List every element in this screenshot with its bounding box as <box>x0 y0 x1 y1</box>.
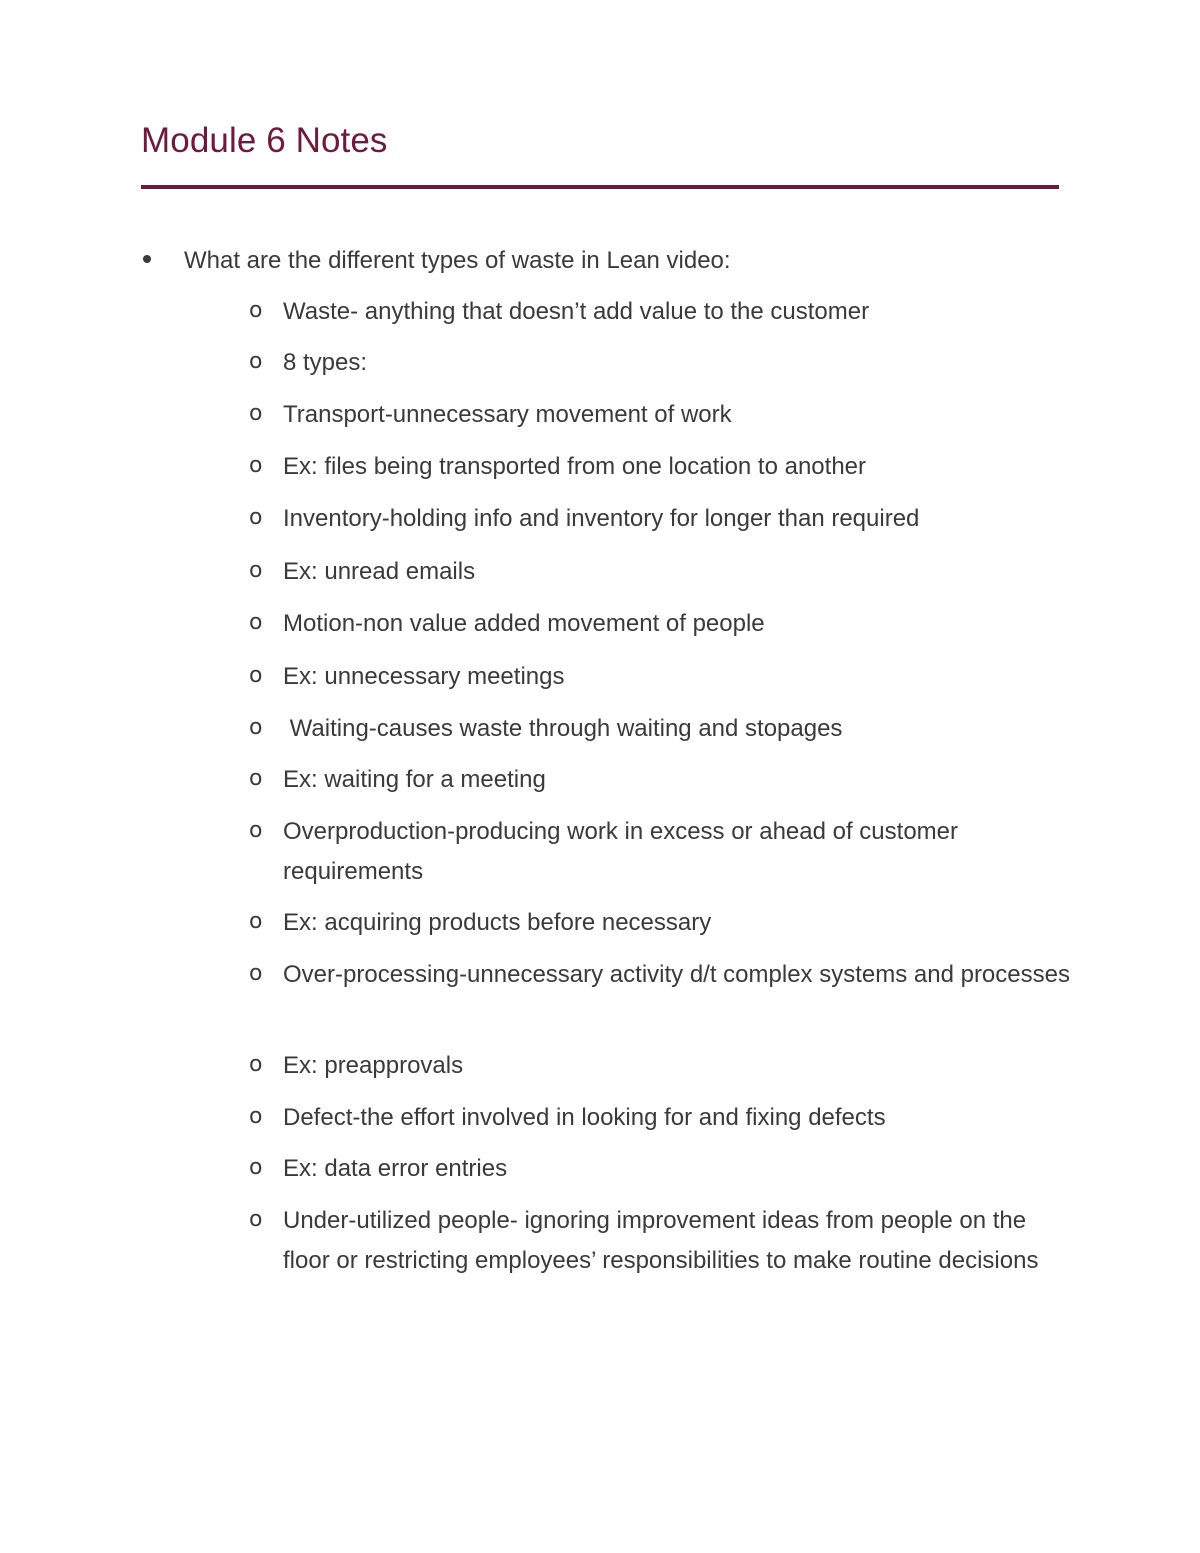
circle-bullet-icon: o <box>249 1207 263 1232</box>
circle-bullet-icon: o <box>249 818 263 843</box>
bullet-icon <box>143 255 151 263</box>
list-item-text: Transport-unnecessary movement of work <box>283 401 732 428</box>
list-item-text: Ex: data error entries <box>283 1155 508 1182</box>
circle-bullet-icon: o <box>249 349 263 374</box>
list-item-text: Overproduction-producing work in excess or ahead of customer requirements <box>283 818 958 885</box>
circle-bullet-icon: o <box>249 453 263 478</box>
list-item-text: Waste- anything that doesn’t add value to the customer <box>283 298 870 325</box>
circle-bullet-icon: o <box>249 298 263 323</box>
circle-bullet-icon: o <box>249 1052 263 1077</box>
list-item-text: Under-utilized people- ignoring improvement ideas from people on the floor or restricting employees’ responsibilities to make routine decisions <box>283 1207 1039 1274</box>
list-item-text: Ex: acquiring products before necessary <box>283 909 712 936</box>
circle-bullet-icon: o <box>249 1104 263 1129</box>
circle-bullet-icon: o <box>249 610 263 635</box>
circle-bullet-icon: o <box>249 715 263 740</box>
list-item-text: Ex: waiting for a meeting <box>283 766 546 793</box>
list-item-text: Ex: files being transported from one location to another <box>283 453 867 480</box>
list-item-text: Inventory-holding info and inventory for longer than required <box>283 505 920 532</box>
list-item-text: Ex: unnecessary meetings <box>283 663 565 690</box>
list-item-text: Defect-the effort involved in looking for and fixing defects <box>283 1104 886 1131</box>
page-title: Module 6 Notes <box>141 121 388 160</box>
circle-bullet-icon: o <box>249 401 263 426</box>
list-item-text: 8 types: <box>283 349 368 376</box>
circle-bullet-icon: o <box>249 961 263 986</box>
list-item-text: Over-processing-unnecessary activity d/t complex systems and processes <box>283 961 1070 988</box>
circle-bullet-icon: o <box>249 909 263 934</box>
circle-bullet-icon: o <box>249 558 263 583</box>
list-item-text: Motion-non value added movement of people <box>283 610 765 637</box>
list-item-text: Ex: unread emails <box>283 558 476 585</box>
circle-bullet-icon: o <box>249 766 263 791</box>
circle-bullet-icon: o <box>249 505 263 530</box>
main-bullet-text: What are the different types of waste in Lean video: <box>184 247 731 274</box>
title-underline-divider <box>141 185 1059 189</box>
circle-bullet-icon: o <box>249 663 263 688</box>
list-item-text: Ex: preapprovals <box>283 1052 464 1079</box>
circle-bullet-icon: o <box>249 1155 263 1180</box>
list-item-text: Waiting-causes waste through waiting and stopages <box>283 715 843 742</box>
